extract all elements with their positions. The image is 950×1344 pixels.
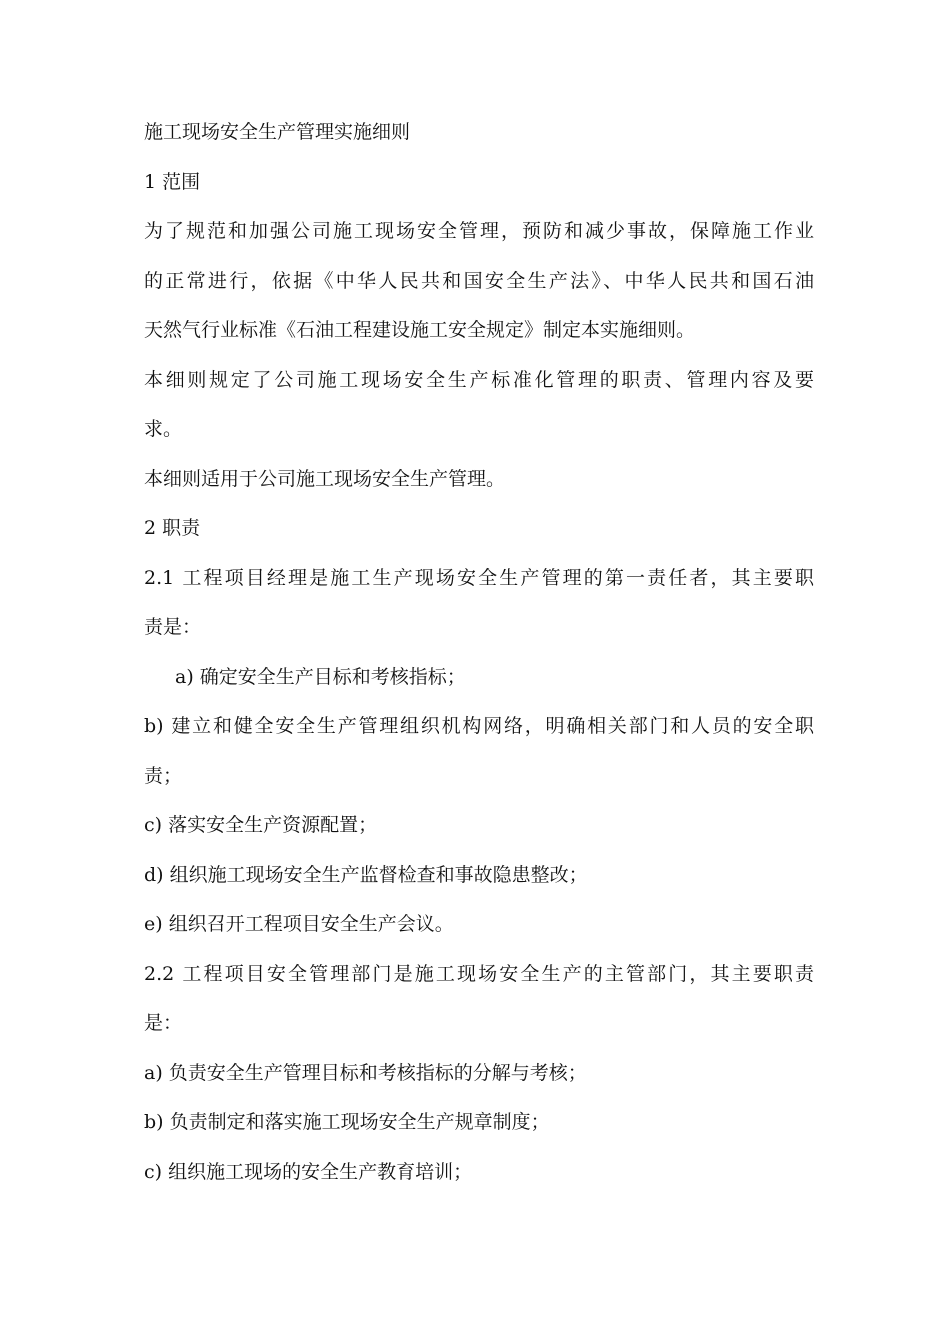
- paragraph-line: 本细则适用于公司施工现场安全生产管理。: [144, 467, 506, 490]
- list-item: a) 负责安全生产管理目标和考核指标的分解与考核；: [144, 1061, 587, 1084]
- list-item: 责；: [144, 764, 183, 787]
- paragraph-line: 本细则规定了公司施工现场安全生产标准化管理的职责、管理内容及要: [144, 368, 814, 391]
- clause-line: 2.2 工程项目安全管理部门是施工现场安全生产的主管部门，其主要职责: [144, 962, 814, 985]
- document-body: [144, 120, 814, 1209]
- list-item: b) 负责制定和落实施工现场安全生产规章制度；: [144, 1111, 550, 1133]
- list-item: b) 建立和健全安全生产管理组织机构网络，明确相关部门和人员的安全职: [144, 715, 814, 737]
- clause-line: 是：: [144, 1012, 183, 1034]
- list-item: c) 落实安全生产资源配置；: [144, 814, 378, 836]
- clause-line: 2.1 工程项目经理是施工生产现场安全生产管理的第一责任者，其主要职: [144, 566, 814, 589]
- list-item: d) 组织施工现场安全生产监督检查和事故隐患整改；: [144, 863, 588, 886]
- paragraph-line: 的正常进行，依据《中华人民共和国安全生产法》、中华人民共和国石油: [144, 269, 814, 292]
- section-heading-responsibilities: 2 职责: [144, 517, 201, 539]
- document-title: 施工现场安全生产管理实施细则: [144, 121, 411, 143]
- list-item: a) 确定安全生产目标和考核指标；: [175, 665, 466, 688]
- list-item: c) 组织施工现场的安全生产教育培训；: [144, 1160, 473, 1183]
- list-item: e) 组织召开工程项目安全生产会议。: [144, 913, 454, 935]
- paragraph-line: 为了规范和加强公司施工现场安全管理，预防和减少事故，保障施工作业: [144, 220, 814, 242]
- paragraph-line: 求。: [144, 418, 183, 440]
- clause-line: 责是：: [144, 616, 202, 638]
- section-heading-scope: 1 范围: [144, 170, 201, 193]
- paragraph-line: 天然气行业标准《石油工程建设施工安全规定》制定本实施细则。: [144, 319, 696, 341]
